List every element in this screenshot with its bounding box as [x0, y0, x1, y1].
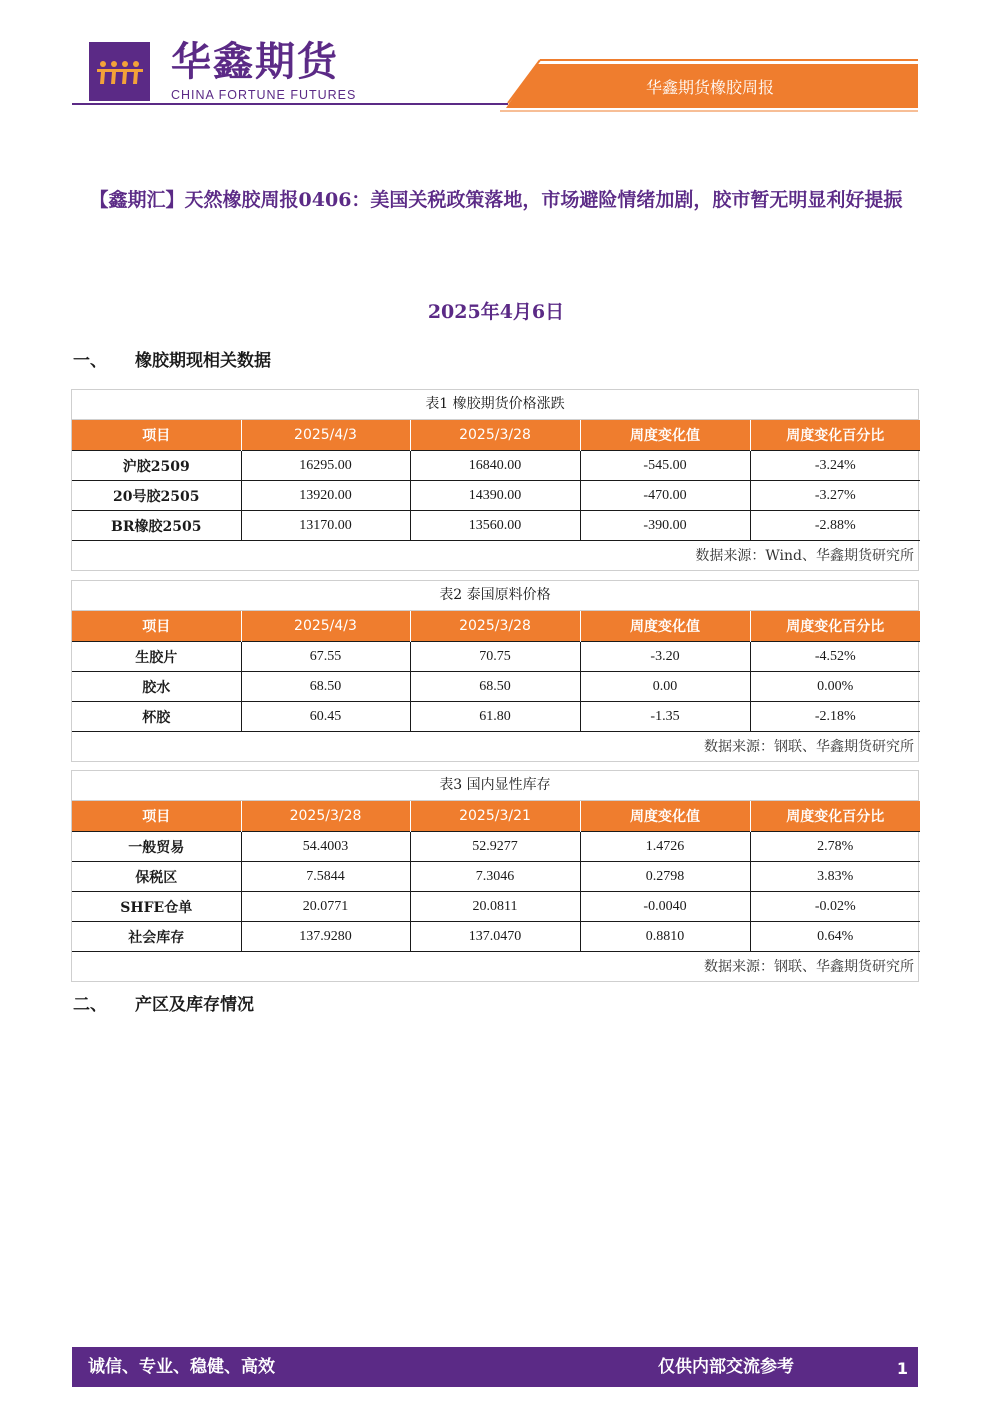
- table-cell: 61.80: [410, 702, 580, 732]
- table-row: [72, 642, 920, 672]
- brand-name-en: CHINA FORTUNE FUTURES: [171, 88, 357, 102]
- column-header: 项目: [72, 801, 241, 832]
- column-header: 周度变化值: [580, 801, 750, 832]
- section-heading-1: [73, 349, 271, 373]
- table-cell: 54.4003: [241, 832, 410, 862]
- page-footer: [72, 1347, 918, 1387]
- header-banner: [0, 0, 992, 120]
- table-cell: 沪胶2509: [72, 451, 241, 481]
- section-heading-2: [73, 993, 254, 1017]
- document-title: 【鑫期汇】天然橡胶周报0406：美国关税政策落地，市场避险情绪加剧，胶市暂无明显利好提振: [89, 189, 903, 211]
- table-cell: 0.8810: [580, 922, 750, 952]
- table-caption: 表3 国内显性库存: [72, 771, 918, 801]
- table-cell: 68.50: [410, 672, 580, 702]
- column-header: 周度变化百分比: [750, 801, 920, 832]
- table-domestic-inventory: [71, 770, 919, 982]
- table-header-row: [72, 611, 920, 642]
- footer-notice: 仅供内部交流参考: [658, 1357, 794, 1377]
- footer-motto: 诚信、专业、稳健、高效: [88, 1357, 275, 1377]
- table-cell: BR橡胶2505: [72, 511, 241, 541]
- table-cell: -3.24%: [750, 451, 920, 481]
- table-futures-prices: [71, 389, 919, 571]
- column-header: 项目: [72, 420, 241, 451]
- column-header: 2025/4/3: [241, 611, 410, 642]
- column-header: 2025/4/3: [241, 420, 410, 451]
- document-date: 2025年4月6日: [427, 301, 565, 323]
- brand-name-cn: 华鑫期货: [171, 39, 339, 85]
- table-thai-raw-prices: [71, 580, 919, 762]
- table-row: [72, 672, 920, 702]
- table-cell: -1.35: [580, 702, 750, 732]
- table-cell: -3.20: [580, 642, 750, 672]
- section-title: 产区及库存情况: [135, 995, 254, 1015]
- table-cell: 137.0470: [410, 922, 580, 952]
- table-cell: 20.0771: [241, 892, 410, 922]
- table-cell: 20.0811: [410, 892, 580, 922]
- table-cell: 16295.00: [241, 451, 410, 481]
- table-cell: -0.0040: [580, 892, 750, 922]
- table-cell: 7.3046: [410, 862, 580, 892]
- table-source-note: 数据来源：Wind、华鑫期货研究所: [695, 548, 914, 564]
- table-cell: 137.9280: [241, 922, 410, 952]
- table-cell: 7.5844: [241, 862, 410, 892]
- table-header-row: [72, 801, 920, 832]
- table-cell: 杯胶: [72, 702, 241, 732]
- column-header: 2025/3/28: [410, 420, 580, 451]
- table-cell: 13560.00: [410, 511, 580, 541]
- table-row: [72, 451, 920, 481]
- table-cell: 13170.00: [241, 511, 410, 541]
- table-row: [72, 892, 920, 922]
- table-row: [72, 862, 920, 892]
- table-cell: 2.78%: [750, 832, 920, 862]
- table-cell: 保税区: [72, 862, 241, 892]
- table-row: [72, 922, 920, 952]
- table-cell: -390.00: [580, 511, 750, 541]
- table-source-note: 数据来源：钢联、华鑫期货研究所: [704, 739, 914, 755]
- table-cell: 1.4726: [580, 832, 750, 862]
- column-header: 周度变化值: [580, 611, 750, 642]
- table-cell: 0.00: [580, 672, 750, 702]
- section-title: 橡胶期现相关数据: [135, 351, 271, 371]
- table-cell: -2.18%: [750, 702, 920, 732]
- table-cell: -470.00: [580, 481, 750, 511]
- report-series-title: 华鑫期货橡胶周报: [645, 78, 774, 97]
- table-caption: 表1 橡胶期货价格涨跌: [72, 390, 918, 420]
- column-header: 周度变化百分比: [750, 420, 920, 451]
- column-header: 周度变化百分比: [750, 611, 920, 642]
- column-header: 2025/3/28: [410, 611, 580, 642]
- table-cell: 14390.00: [410, 481, 580, 511]
- table-cell: 20号胶2505: [72, 481, 241, 511]
- column-header: 项目: [72, 611, 241, 642]
- table-source-note: 数据来源：钢联、华鑫期货研究所: [704, 959, 914, 975]
- table-cell: 70.75: [410, 642, 580, 672]
- table-row: [72, 481, 920, 511]
- table-cell: 13920.00: [241, 481, 410, 511]
- table-caption: 表2 泰国原料价格: [72, 581, 918, 611]
- table-cell: 60.45: [241, 702, 410, 732]
- section-number: 二、: [73, 995, 107, 1015]
- page-number: 1: [896, 1359, 908, 1378]
- table-header-row: [72, 420, 920, 451]
- table-cell: -545.00: [580, 451, 750, 481]
- table-cell: 0.64%: [750, 922, 920, 952]
- table-cell: 67.55: [241, 642, 410, 672]
- table-cell: 0.00%: [750, 672, 920, 702]
- table-row: [72, 832, 920, 862]
- table-cell: 胶水: [72, 672, 241, 702]
- table-cell: 0.2798: [580, 862, 750, 892]
- table-cell: 68.50: [241, 672, 410, 702]
- table-cell: 一般贸易: [72, 832, 241, 862]
- table-cell: 社会库存: [72, 922, 241, 952]
- column-header: 周度变化值: [580, 420, 750, 451]
- table-row: [72, 702, 920, 732]
- table-cell: 16840.00: [410, 451, 580, 481]
- table-cell: -3.27%: [750, 481, 920, 511]
- table-cell: 生胶片: [72, 642, 241, 672]
- table-cell: 3.83%: [750, 862, 920, 892]
- section-number: 一、: [73, 351, 107, 371]
- table-row: [72, 511, 920, 541]
- table-cell: -2.88%: [750, 511, 920, 541]
- table-cell: -4.52%: [750, 642, 920, 672]
- column-header: 2025/3/21: [410, 801, 580, 832]
- column-header: 2025/3/28: [241, 801, 410, 832]
- table-cell: SHFE仓单: [72, 892, 241, 922]
- table-cell: 52.9277: [410, 832, 580, 862]
- table-cell: -0.02%: [750, 892, 920, 922]
